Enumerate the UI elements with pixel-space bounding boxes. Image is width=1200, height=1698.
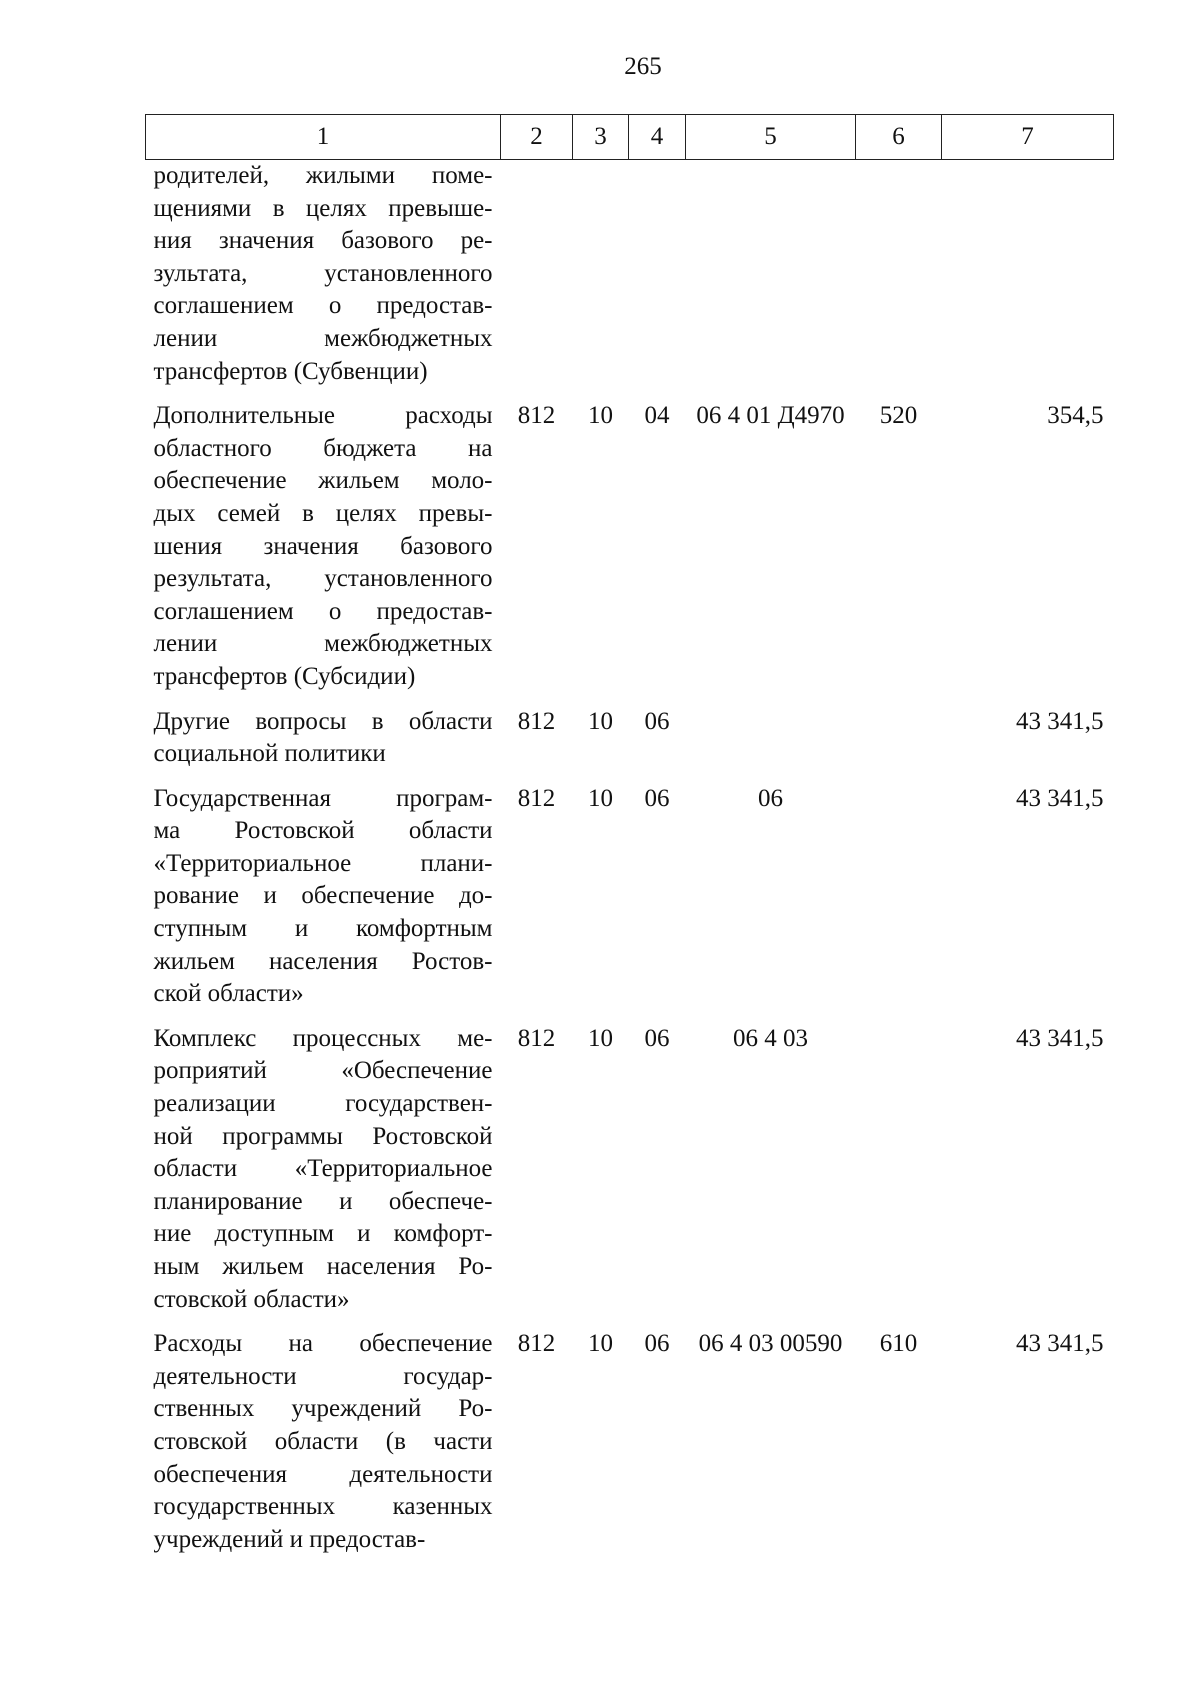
row-description	[146, 400, 501, 705]
description-line: обеспечение жильем моло-	[153, 467, 493, 495]
row-description	[146, 160, 501, 401]
description-line: Государственная програм-	[153, 784, 493, 812]
cell-expense-type: 520	[879, 402, 918, 430]
budget-table	[145, 114, 1114, 1568]
table-row	[146, 400, 1114, 705]
description-line: ступным и комфортным	[153, 915, 493, 943]
description-line: роприятий «Обеспечение	[153, 1057, 493, 1085]
table-row	[146, 160, 1114, 401]
description-line: шения значения базового	[153, 532, 493, 560]
cell-subsection: 06	[644, 1024, 670, 1052]
description-line: соглашением о предостав-	[153, 597, 493, 625]
header-cell-3: 3	[573, 115, 629, 160]
row-description	[146, 1023, 501, 1328]
description-line: областного бюджета на	[153, 434, 493, 462]
cell-ministry-code	[501, 160, 573, 401]
table-row	[146, 1328, 1114, 1568]
cell-amount: 43 341,5	[1016, 1024, 1104, 1052]
description-line: области «Территориальное	[153, 1155, 493, 1183]
cell-amount: 43 341,5	[1016, 1330, 1104, 1358]
header-cell-2: 2	[501, 115, 573, 160]
cell-target-article	[686, 706, 856, 783]
cell-amount	[942, 160, 1114, 401]
cell-expense-type: 610	[879, 1330, 918, 1358]
description-line: трансфертов (Субвенции)	[153, 357, 428, 385]
cell-subsection	[629, 160, 686, 401]
cell-subsection: 06	[644, 1330, 670, 1358]
description-line: Дополнительные расходы	[153, 402, 493, 430]
description-line: планирование и обеспече-	[153, 1187, 493, 1215]
cell-expense-type	[856, 160, 942, 401]
header-cell-7: 7	[942, 115, 1114, 160]
row-description	[146, 1328, 501, 1568]
cell-amount: 43 341,5	[1016, 707, 1104, 735]
cell-ministry-code: 812	[517, 402, 556, 430]
header-row	[146, 115, 1114, 160]
description-line: «Территориальное плани-	[153, 849, 493, 877]
cell-section: 10	[588, 784, 613, 812]
description-line: соглашением о предостав-	[153, 292, 493, 320]
description-line: ние доступным и комфорт-	[153, 1220, 493, 1248]
cell-target-article: 06 4 03	[733, 1024, 808, 1052]
description-line: лении межбюджетных	[153, 324, 493, 352]
description-line: родителей, жилыми поме-	[153, 162, 493, 189]
description-line: стовской области (в части	[153, 1427, 493, 1455]
cell-target-article	[686, 160, 856, 401]
table-row	[146, 783, 1114, 1023]
cell-subsection: 06	[644, 784, 670, 812]
description-line: ной программы Ростовской	[153, 1122, 493, 1150]
description-line: Другие вопросы в области	[153, 707, 493, 735]
cell-section: 10	[588, 707, 613, 735]
description-line: Комплекс процессных ме-	[153, 1024, 493, 1052]
description-line: трансфертов (Субсидии)	[153, 662, 416, 690]
description-line: дых семей в целях превы-	[153, 499, 493, 527]
row-description	[146, 706, 501, 783]
description-line: ма Ростовской области	[153, 817, 493, 845]
table-body	[146, 160, 1114, 1569]
cell-subsection: 04	[644, 402, 670, 430]
cell-section: 10	[588, 402, 613, 430]
table-row	[146, 706, 1114, 783]
description-line: государственных казенных	[153, 1493, 493, 1521]
description-line: результата, установленного	[153, 565, 493, 593]
header-cell-5: 5	[686, 115, 856, 160]
description-line: жильем населения Ростов-	[153, 947, 493, 975]
description-line: ской области»	[153, 980, 304, 1008]
description-line: щениями в целях превыше-	[153, 194, 493, 222]
description-line: Расходы на обеспечение	[153, 1330, 493, 1358]
row-description	[146, 783, 501, 1023]
cell-expense-type	[856, 783, 942, 1023]
description-line: обеспечения деятельности	[153, 1460, 493, 1488]
cell-section: 10	[588, 1024, 613, 1052]
cell-target-article: 06	[758, 784, 783, 812]
description-line: рование и обеспечение до-	[153, 882, 493, 910]
description-line: социальной политики	[153, 740, 386, 768]
cell-amount: 354,5	[1047, 402, 1104, 430]
cell-ministry-code: 812	[517, 1024, 556, 1052]
header-cell-6: 6	[856, 115, 942, 160]
cell-subsection: 06	[644, 707, 670, 735]
cell-target-article: 06 4 03 00590	[698, 1330, 843, 1358]
cell-ministry-code: 812	[517, 784, 556, 812]
description-line: ственных учреждений Ро-	[153, 1395, 493, 1423]
description-line: ния значения базового ре-	[153, 227, 493, 255]
description-line: ным жильем населения Ро-	[153, 1253, 493, 1280]
description-line: реализации государствен-	[153, 1090, 493, 1118]
cell-ministry-code: 812	[517, 1330, 556, 1358]
description-line: стовской области»	[153, 1285, 350, 1313]
cell-section: 10	[588, 1330, 613, 1358]
description-line: деятельности государ-	[153, 1362, 493, 1390]
description-line: зультата, установленного	[153, 259, 493, 287]
cell-expense-type	[856, 706, 942, 783]
table-row	[146, 1023, 1114, 1328]
header-cell-4: 4	[629, 115, 686, 160]
cell-expense-type	[856, 1023, 942, 1328]
cell-amount: 43 341,5	[1016, 784, 1104, 812]
header-cell-1: 1	[146, 115, 501, 160]
cell-ministry-code: 812	[517, 707, 556, 735]
description-line: учреждений и предостав-	[153, 1525, 426, 1553]
cell-target-article: 06 4 01 Д4970	[696, 402, 845, 430]
cell-section	[573, 160, 629, 401]
description-line: лении межбюджетных	[153, 630, 493, 658]
page-number: 265	[624, 53, 662, 80]
